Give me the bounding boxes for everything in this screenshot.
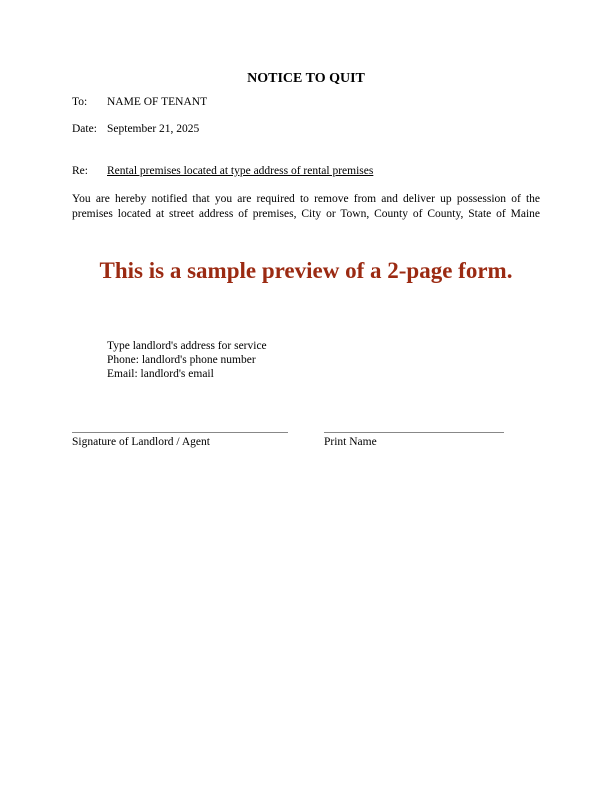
print-name-label: Print Name — [324, 436, 377, 448]
signature-label: Signature of Landlord / Agent — [72, 436, 210, 448]
re-label: Re: — [72, 165, 88, 177]
sample-preview-banner: This is a sample preview of a 2-page form. — [99, 258, 513, 283]
landlord-address: Type landlord's address for service — [107, 340, 267, 352]
print-name-line — [324, 432, 504, 433]
re-value: Rental premises located at type address of rental premises — [107, 165, 374, 177]
date-value: September 21, 2025 — [107, 123, 200, 135]
date-label: Date: — [72, 123, 97, 135]
landlord-email: Email: landlord's email — [107, 368, 214, 380]
paragraph-line-2: premises located at street address of premises, City or Town, County of County, State of Maine — [72, 208, 540, 220]
to-label: To: — [72, 96, 88, 108]
tenant-name: NAME OF TENANT — [107, 96, 208, 108]
paragraph-line-1: You are hereby notified that you are required to remove from and deliver up possession of the — [72, 193, 540, 205]
notice-paragraph — [72, 192, 540, 222]
document-title: NOTICE TO QUIT — [247, 71, 365, 86]
signature-line — [72, 432, 288, 433]
landlord-phone: Phone: landlord's phone number — [107, 354, 256, 366]
